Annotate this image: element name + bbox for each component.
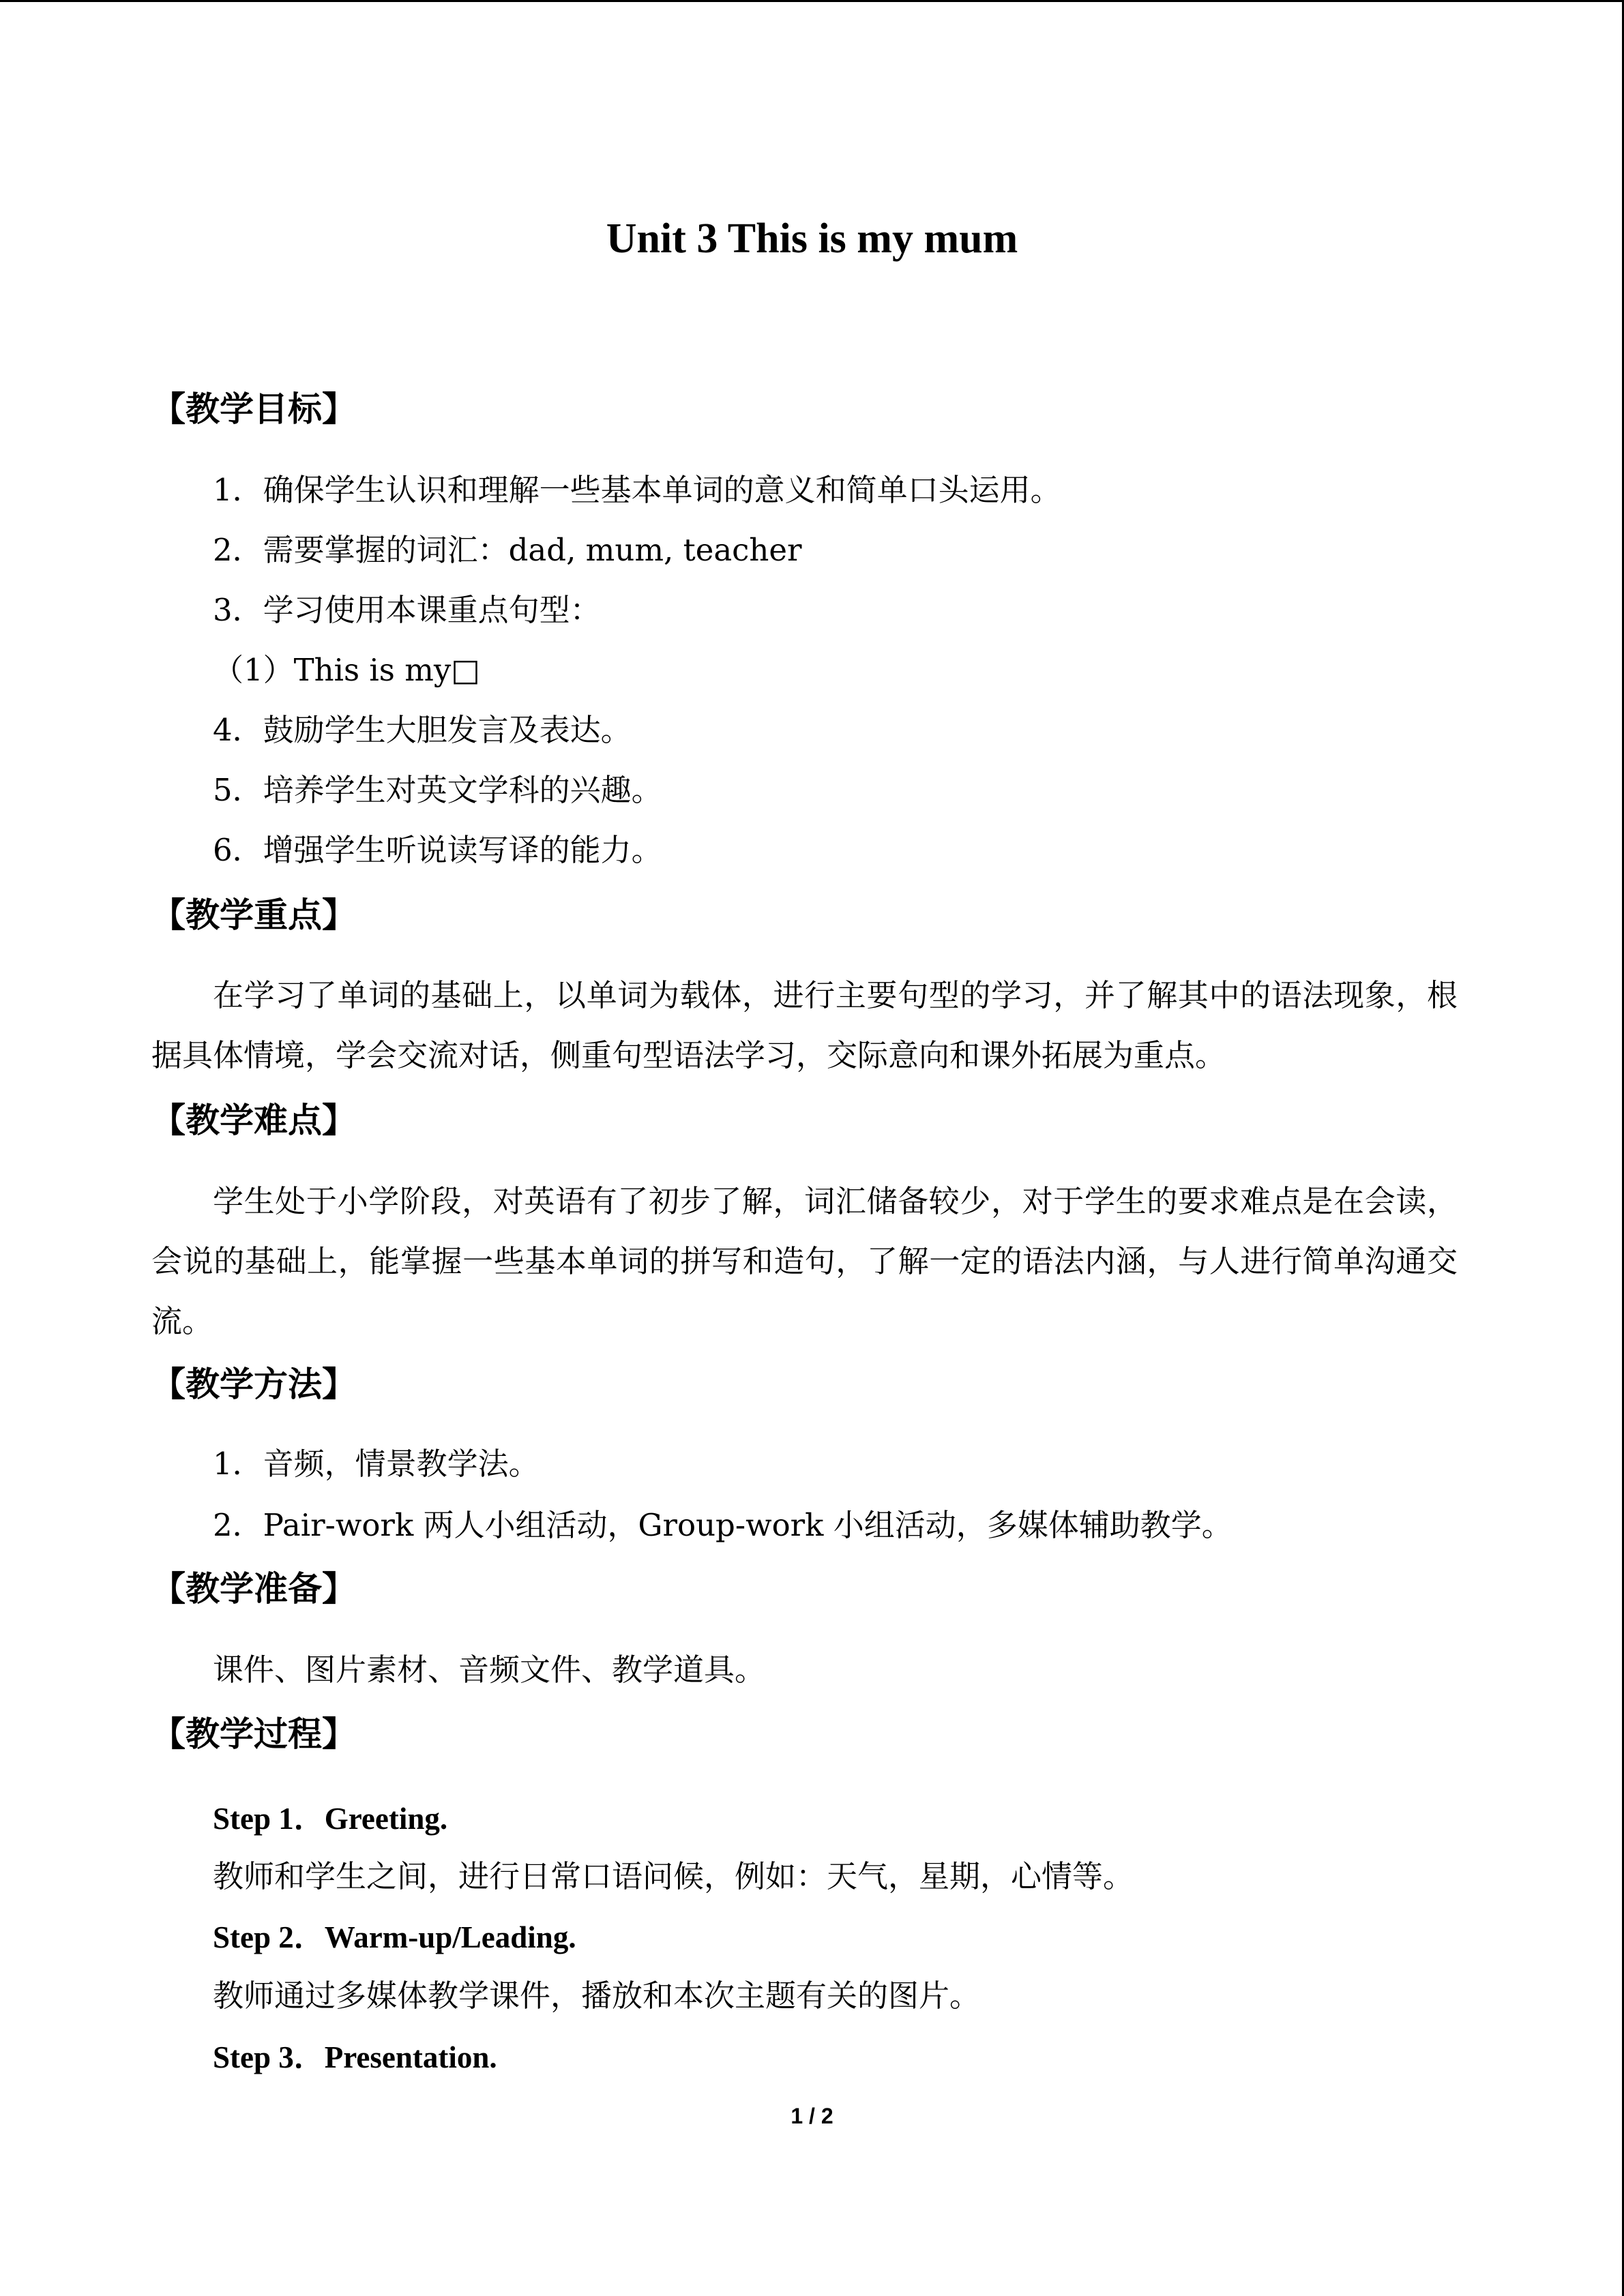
methods-heading: 【教学方法】 (151, 1365, 356, 1404)
preparation-text: 课件、图片素材、音频文件、教学道具。 (213, 1652, 766, 1688)
page-number: 1 / 2 (791, 2104, 833, 2128)
objective-item: 2．需要掌握的词汇：dad, mum, teacher (213, 532, 802, 568)
objective-item: 4．鼓励学生大胆发言及表达。 (213, 712, 632, 748)
objective-item: 5．培养学生对英文学科的兴趣。 (213, 772, 662, 808)
objectives-heading: 【教学目标】 (151, 389, 356, 429)
step-text: 教师通过多媒体教学课件，播放和本次主题有关的图片。 (213, 1978, 981, 2014)
method-item: 1．音频，情景教学法。 (213, 1446, 540, 1482)
preparation-heading: 【教学准备】 (151, 1569, 356, 1609)
method-item: 2．Pair-work 两人小组活动，Group-work 小组活动，多媒体辅助教学。 (213, 1507, 1232, 1543)
objective-sub-item: （1）This is my□ (213, 652, 480, 688)
process-heading: 【教学过程】 (151, 1714, 356, 1754)
step-text: 教师和学生之间，进行日常口语问候，例如：天气，星期，心情等。 (213, 1858, 1134, 1894)
difficulties-paragraph: 学生处于小学阶段，对英语有了初步了解，词汇储备较少，对于学生的要求难点是在会读，会说的基础上，能掌握一些基本单词的拼写和造句，了解一定的语法内涵，与人进行简单沟通交流。 (151, 1183, 1458, 1339)
objective-item: 6．增强学生听说读写译的能力。 (213, 832, 662, 868)
step-title: Step 2．Warm-up/Leading. (213, 1920, 576, 1954)
key-points-paragraph: 在学习了单词的基础上，以单词为载体，进行主要句型的学习，并了解其中的语法现象，根据具体情境，学会交流对话，侧重句型语法学习，交际意向和课外拓展为重点。 (151, 977, 1458, 1073)
objective-item: 3．学习使用本课重点句型： (213, 592, 601, 628)
document-title: Unit 3 This is my mum (606, 215, 1018, 262)
step-title: Step 1．Greeting. (213, 1802, 448, 1836)
difficulties-heading: 【教学难点】 (151, 1101, 356, 1140)
step-title: Step 3．Presentation. (213, 2040, 497, 2074)
objective-item: 1．确保学生认识和理解一些基本单词的意义和简单口头运用。 (213, 472, 1061, 508)
key-points-heading: 【教学重点】 (151, 895, 356, 935)
